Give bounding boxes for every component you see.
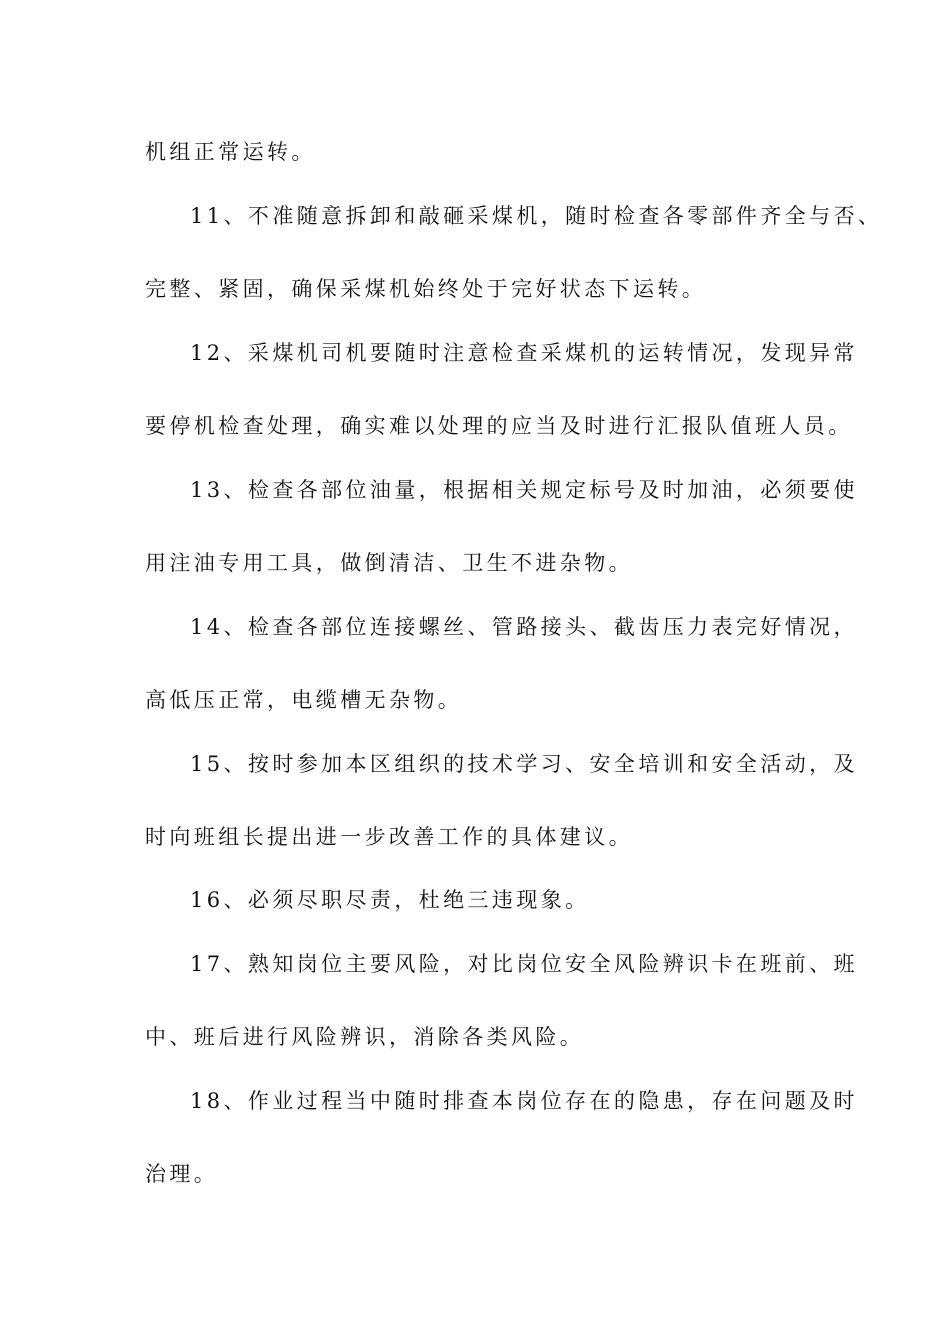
item-17-line-1: 17、熟知岗位主要风险，对比岗位安全风险辨识卡在班前、班 <box>190 952 858 976</box>
text-line-continuation-10: 机组正常运转。 <box>145 140 316 164</box>
item-13-line-2: 用注油专用工具，做倒清洁、卫生不进杂物。 <box>145 551 633 575</box>
item-18-line-2: 治理。 <box>145 1162 219 1186</box>
item-14-line-2: 高低压正常，电缆槽无杂物。 <box>145 688 463 712</box>
item-12-line-1: 12、采煤机司机要随时注意检查采煤机的运转情况，发现异常 <box>190 341 858 365</box>
item-11-line-2: 完整、紧固，确保采煤机始终处于完好状态下运转。 <box>145 277 707 301</box>
item-11-line-1: 11、不准随意拆卸和敲砸采煤机，随时检查各零部件齐全与否、 <box>190 204 883 228</box>
item-18-line-1: 18、作业过程当中随时排查本岗位存在的隐患，存在问题及时 <box>190 1089 858 1113</box>
item-13-line-1: 13、检查各部位油量，根据相关规定标号及时加油，必须要使 <box>190 478 858 502</box>
item-17-line-2: 中、班后进行风险辨识，消除各类风险。 <box>145 1025 585 1049</box>
item-16-line-1: 16、必须尽职尽责，杜绝三违现象。 <box>190 888 590 912</box>
item-15-line-2: 时向班组长提出进一步改善工作的具体建议。 <box>145 825 633 849</box>
item-14-line-1: 14、检查各部位连接螺丝、管路接头、截齿压力表完好情况， <box>190 615 858 639</box>
item-15-line-1: 15、按时参加本区组织的技术学习、安全培训和安全活动，及 <box>190 752 858 776</box>
item-12-line-2: 要停机检查处理，确实难以处理的应当及时进行汇报队值班人员。 <box>145 414 853 438</box>
